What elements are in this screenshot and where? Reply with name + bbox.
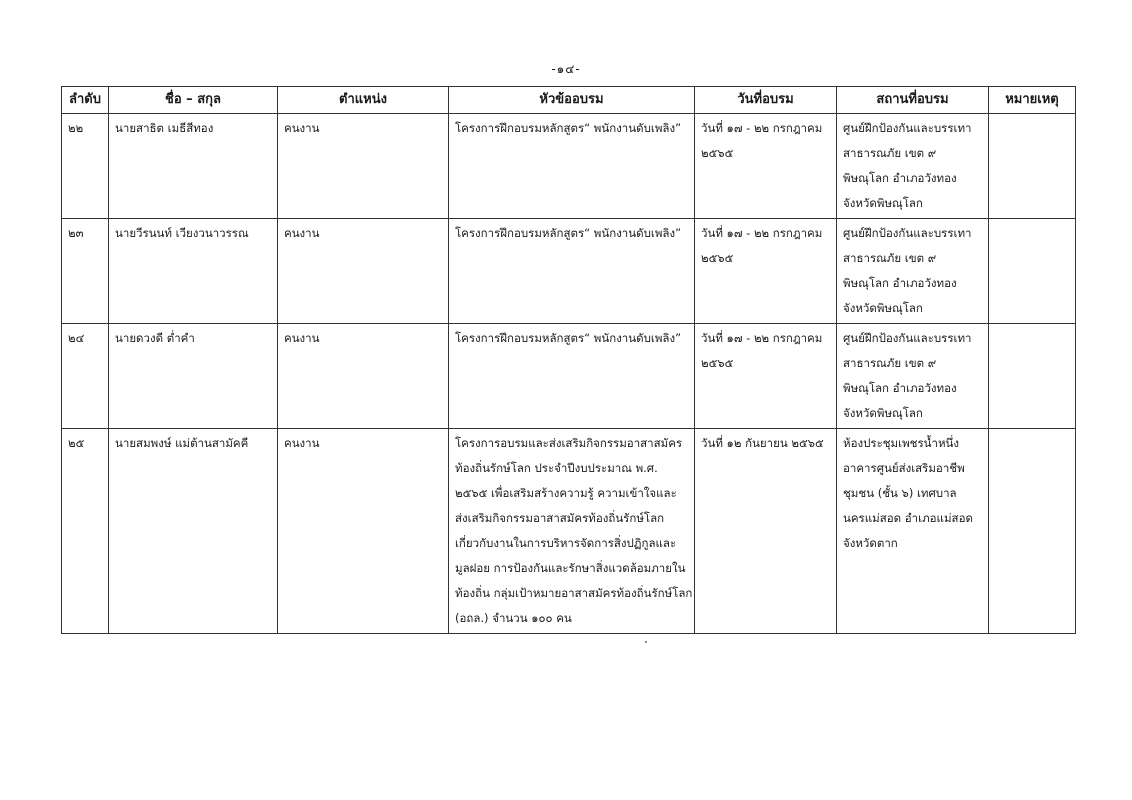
job-position [278, 114, 449, 219]
full-name [109, 429, 278, 634]
training-topic [449, 114, 695, 219]
job-position-text: คนงาน [284, 436, 320, 450]
training-place-line: จังหวัดพิษณุโลก [843, 301, 923, 315]
training-topic-line: (อถล.) จำนวน ๑๐๐ คน [455, 611, 572, 625]
scan-dot [645, 641, 647, 643]
training-place [837, 324, 989, 429]
header-topic: หัวข้ออบรม [449, 87, 695, 114]
row-number [62, 324, 109, 429]
row-number-text: ๒๓ [68, 226, 84, 240]
training-place [837, 219, 989, 324]
training-date-line: ๒๕๖๕ [701, 251, 734, 265]
row-number-text: ๒๒ [68, 121, 84, 135]
header-place: สถานที่อบรม [837, 87, 989, 114]
training-place-line: ศูนย์ฝึกป้องกันและบรรเทา [843, 331, 972, 345]
training-place-line: พิษณุโลก อำเภอวังทอง [843, 276, 957, 290]
training-date [695, 114, 837, 219]
training-place-line: สาธารณภัย เขต ๙ [843, 251, 937, 265]
row-number [62, 219, 109, 324]
row-number [62, 429, 109, 634]
remark [989, 324, 1076, 429]
full-name-text: นายวีรนนท์ เวียงวนาวรรณ [115, 226, 249, 240]
header-date: วันที่อบรม [695, 87, 837, 114]
job-position-text: คนงาน [284, 331, 320, 345]
training-place-line: นครแม่สอด อำเภอแม่สอด [843, 511, 973, 525]
table-row [62, 429, 1076, 634]
row-number-text: ๒๕ [68, 436, 85, 450]
training-place-line: สาธารณภัย เขต ๙ [843, 356, 937, 370]
full-name [109, 114, 278, 219]
full-name-text: นายดวงดี ต่ำคำ [115, 331, 195, 345]
job-position [278, 429, 449, 634]
training-topic-line: ท้องถิ่น กลุ่มเป้าหมายอาสาสมัครท้องถิ่นรักษ์โลก [455, 586, 693, 600]
training-place [837, 114, 989, 219]
table-row [62, 324, 1076, 429]
training-place-line: พิษณุโลก อำเภอวังทอง [843, 171, 957, 185]
header-name: ชื่อ – สกุล [109, 87, 278, 114]
header-position: ตำแหน่ง [278, 87, 449, 114]
training-place-line: จังหวัดตาก [843, 536, 898, 550]
full-name-text: นายสาธิต เมธีสีทอง [115, 121, 214, 135]
training-date-line: วันที่ ๑๒ กันยายน ๒๕๖๕ [701, 436, 824, 450]
full-name [109, 324, 278, 429]
job-position-text: คนงาน [284, 226, 320, 240]
training-place-line: อาคารศูนย์ส่งเสริมอาชีพ [843, 461, 965, 475]
training-topic-line: โครงการฝึกอบรมหลักสูตร“ พนักงานดับเพลิง” [455, 226, 682, 240]
training-date [695, 429, 837, 634]
table-row [62, 114, 1076, 219]
full-name [109, 219, 278, 324]
row-number-text: ๒๔ [68, 331, 85, 345]
training-place-line: จังหวัดพิษณุโลก [843, 406, 923, 420]
table-header-row [62, 87, 1076, 114]
remark [989, 219, 1076, 324]
training-date [695, 324, 837, 429]
training-topic-line: ท้องถิ่นรักษ์โลก ประจำปีงบประมาณ พ.ศ. [455, 461, 658, 475]
training-place-line: พิษณุโลก อำเภอวังทอง [843, 381, 957, 395]
row-number [62, 114, 109, 219]
training-date-line: ๒๕๖๕ [701, 356, 734, 370]
training-place-line: จังหวัดพิษณุโลก [843, 196, 923, 210]
table-row [62, 219, 1076, 324]
header-remark: หมายเหตุ [989, 87, 1076, 114]
training-place [837, 429, 989, 634]
training-date [695, 219, 837, 324]
remark [989, 114, 1076, 219]
job-position [278, 324, 449, 429]
training-date-line: วันที่ ๑๗ - ๒๒ กรกฎาคม [701, 121, 823, 135]
training-topic-line: โครงการฝึกอบรมหลักสูตร“ พนักงานดับเพลิง” [455, 331, 682, 345]
training-place-line: ศูนย์ฝึกป้องกันและบรรเทา [843, 121, 972, 135]
training-topic-line: ๒๕๖๕ เพื่อเสริมสร้างความรู้ ความเข้าใจและ [455, 486, 677, 500]
training-place-line: ศูนย์ฝึกป้องกันและบรรเทา [843, 226, 972, 240]
full-name-text: นายสมพงษ์ แม่ต้านสามัคคี [115, 436, 249, 450]
training-topic-line: ส่งเสริมกิจกรรมอาสาสมัครท้องถิ่นรักษ์โลก [455, 511, 665, 525]
header-no: ลำดับ [62, 87, 109, 114]
page-number: -๑๔- [551, 62, 581, 76]
training-date-line: วันที่ ๑๗ - ๒๒ กรกฎาคม [701, 331, 823, 345]
training-topic-line: เกี่ยวกับงานในการบริหารจัดการสิ่งปฏิกูลและ [455, 536, 677, 550]
training-table [61, 86, 1076, 634]
training-place-line: ชุมชน (ชั้น ๖) เทศบาล [843, 486, 957, 500]
training-topic-line: โครงการฝึกอบรมหลักสูตร“ พนักงานดับเพลิง” [455, 121, 682, 135]
training-topic [449, 324, 695, 429]
training-place-line: สาธารณภัย เขต ๙ [843, 146, 937, 160]
job-position-text: คนงาน [284, 121, 320, 135]
training-topic-line: มูลฝอย การป้องกันและรักษาสิ่งแวดล้อมภายใน [455, 561, 686, 575]
training-place-line: ห้องประชุมเพชรน้ำหนึ่ง [843, 436, 960, 450]
remark [989, 429, 1076, 634]
training-topic [449, 429, 695, 634]
training-topic [449, 219, 695, 324]
job-position [278, 219, 449, 324]
training-topic-line: โครงการอบรมและส่งเสริมกิจกรรมอาสาสมัคร [455, 436, 683, 450]
training-date-line: ๒๕๖๕ [701, 146, 734, 160]
training-date-line: วันที่ ๑๗ - ๒๒ กรกฎาคม [701, 226, 823, 240]
